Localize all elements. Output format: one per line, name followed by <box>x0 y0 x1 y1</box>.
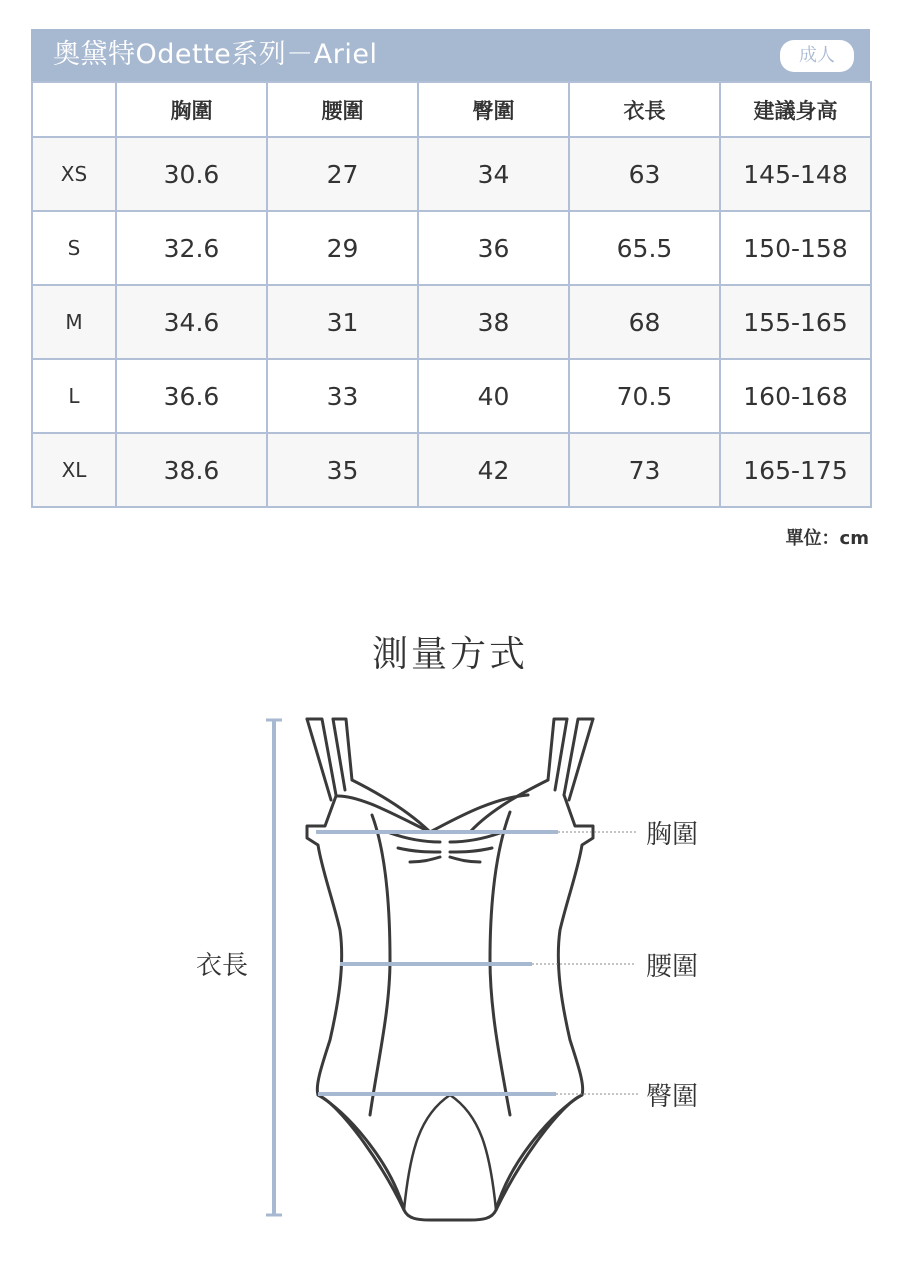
height-cell: 150-158 <box>720 211 871 285</box>
unit-note: 單位：cm <box>785 528 869 549</box>
chest-label: 胸圍 <box>646 820 699 850</box>
size-cell: L <box>32 359 116 433</box>
column-header-chest: 胸圍 <box>116 82 267 137</box>
chest-cell: 38.6 <box>116 433 267 507</box>
hip-cell: 40 <box>418 359 569 433</box>
height-cell: 160-168 <box>720 359 871 433</box>
measure-title: 測量方式 <box>371 634 528 675</box>
hip-cell: 36 <box>418 211 569 285</box>
length-cell: 73 <box>569 433 720 507</box>
waist-cell: 29 <box>267 211 418 285</box>
column-header-hip: 臀圍 <box>418 82 569 137</box>
size-cell: M <box>32 285 116 359</box>
height-cell: 145-148 <box>720 137 871 211</box>
waist-cell: 33 <box>267 359 418 433</box>
column-header-length: 衣長 <box>569 82 720 137</box>
waist-label: 腰圍 <box>646 952 699 982</box>
length-cell: 70.5 <box>569 359 720 433</box>
waist-cell: 31 <box>267 285 418 359</box>
length-measure-line <box>266 720 282 1215</box>
column-header-height: 建議身高 <box>720 82 871 137</box>
table-title: 奧黛特Odette系列－Ariel <box>53 39 378 70</box>
waist-cell: 35 <box>267 433 418 507</box>
size-cell: XS <box>32 137 116 211</box>
hip-cell: 38 <box>418 285 569 359</box>
waist-cell: 27 <box>267 137 418 211</box>
chest-cell: 30.6 <box>116 137 267 211</box>
hip-label: 臀圍 <box>646 1082 699 1112</box>
hip-cell: 34 <box>418 137 569 211</box>
leotard-outline <box>307 719 593 1220</box>
length-cell: 68 <box>569 285 720 359</box>
hip-cell: 42 <box>418 433 569 507</box>
length-cell: 63 <box>569 137 720 211</box>
column-header-waist: 腰圍 <box>267 82 418 137</box>
audience-badge: 成人 <box>780 40 854 72</box>
height-cell: 165-175 <box>720 433 871 507</box>
chest-cell: 32.6 <box>116 211 267 285</box>
size-cell: S <box>32 211 116 285</box>
size-cell: XL <box>32 433 116 507</box>
chest-cell: 36.6 <box>116 359 267 433</box>
length-cell: 65.5 <box>569 211 720 285</box>
chest-cell: 34.6 <box>116 285 267 359</box>
height-cell: 155-165 <box>720 285 871 359</box>
length-label: 衣長 <box>196 951 249 981</box>
